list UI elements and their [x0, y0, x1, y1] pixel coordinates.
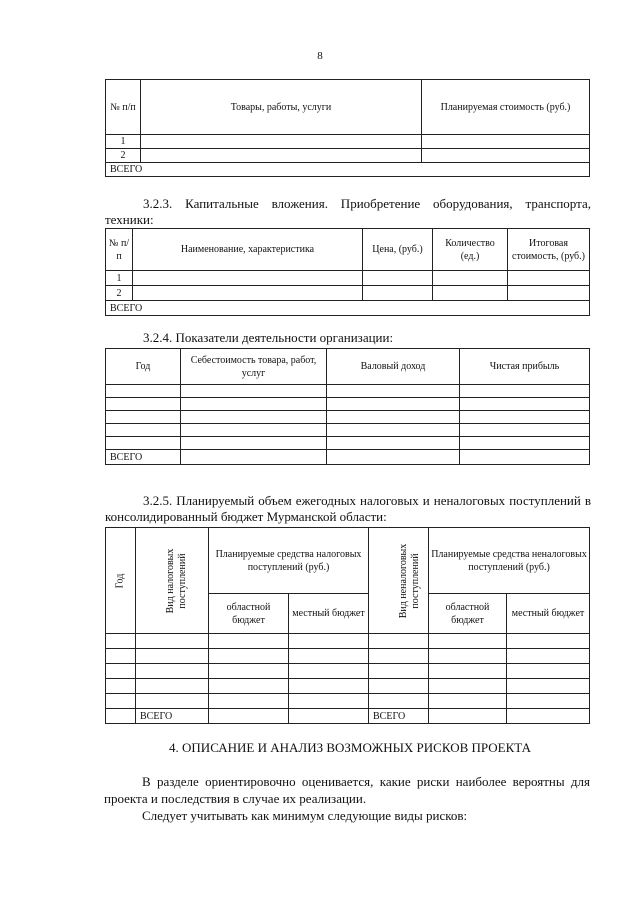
col-regional-budget-header: областной бюджет [209, 594, 289, 634]
col-year-header: Год [106, 528, 136, 634]
goods-works-services-table [105, 79, 590, 177]
performance-indicators-table [105, 348, 590, 465]
col-net-profit-header: Чистая прибыль [460, 349, 590, 385]
col-tax-type-header: Вид налоговых поступлений [136, 528, 209, 634]
col-goods-header: Товары, работы, услуги [141, 80, 422, 135]
col-regional-budget-header: областной бюджет [429, 594, 507, 634]
risk-types-paragraph: Следует учитывать как минимум следующие виды рисков: [142, 808, 468, 823]
col-planned-cost-header: Планируемая стоимость (руб.) [422, 80, 590, 135]
nontax-total-label: ВСЕГО [369, 709, 429, 724]
col-nontax-type-header: Вид неналоговых поступлений [369, 528, 429, 634]
row-number: 2 [106, 149, 141, 163]
section-4-title: 4. ОПИСАНИЕ И АНАЛИЗ ВОЗМОЖНЫХ РИСКОВ ПРОЕКТА [169, 740, 531, 755]
col-number-header: № п/п [106, 80, 141, 135]
section-3-2-3: 3.2.3. Капитальные вложения. Приобретение оборудования, транспорта, техники: [105, 196, 591, 227]
section-3-2-4: 3.2.4. Показатели деятельности организации: [143, 330, 394, 345]
col-quantity-header: Количество (ед.) [433, 229, 508, 271]
row-number: 1 [106, 135, 141, 149]
col-year-header: Год [106, 349, 181, 385]
capital-investments-table [105, 228, 590, 316]
total-label: ВСЕГО [106, 163, 590, 177]
total-label: ВСЕГО [106, 450, 181, 465]
col-cost-header: Себестоимость товара, работ, услуг [181, 349, 327, 385]
section-3-2-5: 3.2.5. Планируемый объем ежегодных налоговых и неналоговых поступлений в консолидированный бюджет Мурманской области: [105, 493, 591, 524]
col-local-budget-header: местный бюджет [507, 594, 590, 634]
risk-paragraph: В разделе ориентировочно оценивается, какие риски наиболее вероятны для проекта и последствия в случае их реализации. [104, 774, 590, 806]
col-name-header: Наименование, характеристика [133, 229, 363, 271]
row-number: 2 [106, 286, 133, 301]
col-gross-income-header: Валовый доход [327, 349, 460, 385]
tax-revenue-table [105, 527, 590, 724]
col-total-cost-header: Итоговая стоимость, (руб.) [508, 229, 590, 271]
row-number: 1 [106, 271, 133, 286]
col-nontax-funds-header: Планируемые средства неналоговых поступлений (руб.) [429, 528, 590, 594]
col-price-header: Цена, (руб.) [363, 229, 433, 271]
page-number: 8 [317, 50, 323, 62]
col-number-header: № п/п [106, 229, 133, 271]
total-label: ВСЕГО [106, 301, 590, 316]
col-local-budget-header: местный бюджет [289, 594, 369, 634]
tax-total-label: ВСЕГО [136, 709, 209, 724]
col-tax-funds-header: Планируемые средства налоговых поступлений (руб.) [209, 528, 369, 594]
